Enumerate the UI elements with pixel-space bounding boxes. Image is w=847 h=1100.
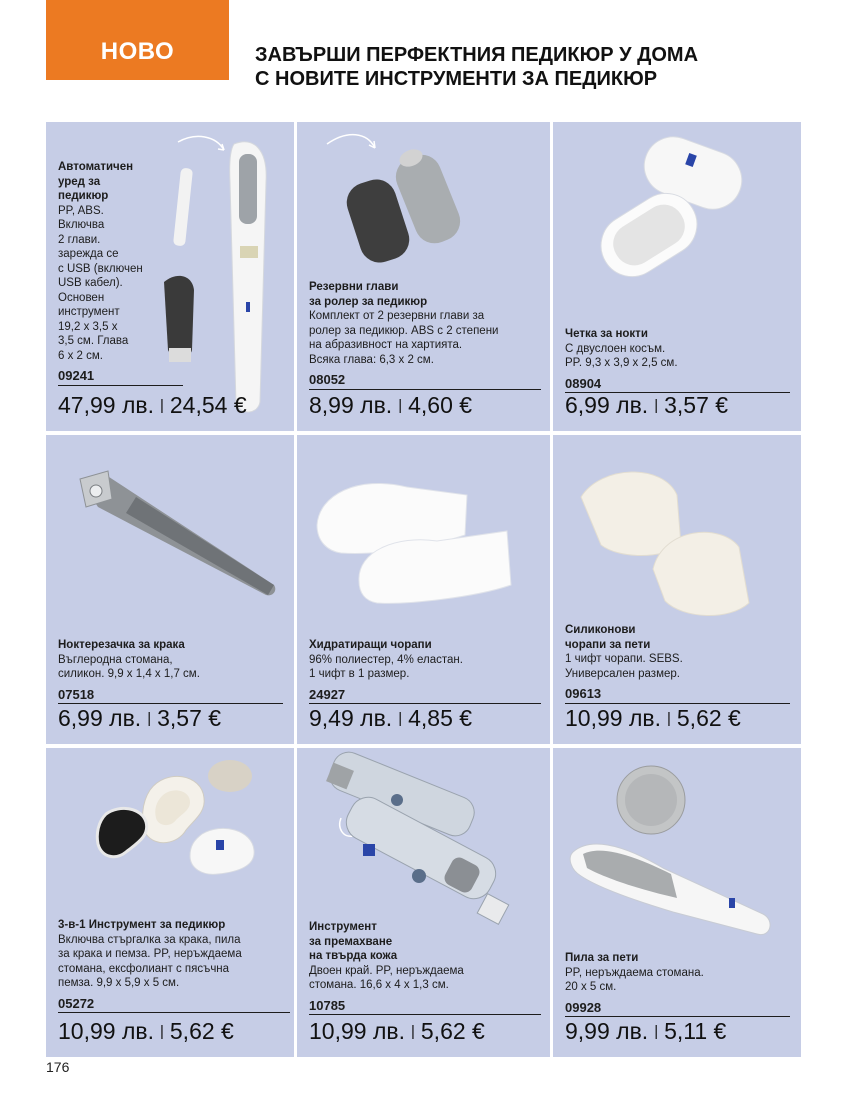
product-desc-line: ролер за педикюр. ABS с 2 степени	[309, 324, 499, 337]
price-bgn: 9,99 лв.	[565, 1018, 649, 1044]
price-bgn: 6,99 лв.	[58, 705, 142, 731]
headline-line-2: С НОВИТЕ ИНСТРУМЕНТИ ЗА ПЕДИКЮР	[255, 68, 658, 90]
product-name-line: за ролер за педикюр	[309, 295, 428, 308]
product-name-line: Резервни глави	[309, 281, 399, 293]
product-desc-line: на абразивност на хартията.	[309, 339, 463, 351]
price-eur: 5,62 €	[676, 705, 741, 731]
product-name-line: Инструмент	[309, 921, 377, 933]
product-desc-line: Универсален размер.	[565, 667, 680, 680]
product-name-line: уред за	[58, 175, 101, 188]
product-text-09241	[58, 160, 183, 386]
product-desc-line: Комплект от 2 резервни глави за	[309, 310, 485, 322]
product-price: 10,99 лв. | 5,62 €	[309, 1018, 485, 1044]
product-desc-line: 19,2 x 3,5 x	[58, 320, 118, 333]
product-price: 6,99 лв. | 3,57 €	[58, 705, 222, 731]
product-name-line: Автоматичен	[58, 161, 134, 173]
product-text-07518	[58, 638, 283, 704]
product-price: 47,99 лв. | 24,54 €	[58, 392, 247, 418]
product-name-line: Четка за нокти	[565, 328, 648, 340]
product-card-08052	[297, 122, 550, 431]
product-desc-line: пемза. 9,9 x 5,9 x 5 см.	[58, 977, 180, 989]
price-eur: 4,85 €	[408, 705, 473, 731]
product-desc-line: С двуслоен косъм.	[565, 342, 666, 355]
price-bgn: 8,99 лв.	[309, 392, 393, 418]
product-price: 8,99 лв. | 4,60 €	[309, 392, 473, 418]
product-desc-line: Включва стъргалка за крака, пила	[58, 933, 241, 946]
page-headline	[255, 43, 698, 91]
product-name-line: чорапи за пети	[565, 638, 651, 651]
product-price: 6,99 лв. | 3,57 €	[565, 392, 729, 418]
product-code: 10785	[309, 999, 541, 1016]
product-name-line: педикюр	[58, 190, 109, 202]
product-desc-line: Двоен край. PP, неръждаема	[309, 964, 464, 977]
product-desc-line: с USB (включен	[58, 262, 143, 275]
product-card-05272	[46, 748, 294, 1057]
product-price: 10,99 лв. | 5,62 €	[565, 705, 741, 731]
price-bgn: 10,99 лв.	[58, 1018, 154, 1044]
product-text-09613	[565, 623, 790, 704]
product-text-24927	[309, 638, 541, 704]
price-eur: 24,54 €	[169, 392, 247, 418]
price-bgn: 6,99 лв.	[565, 392, 649, 418]
product-desc-line: силикон. 9,9 x 1,4 x 1,7 см.	[58, 668, 200, 680]
product-code: 07518	[58, 688, 283, 705]
product-text-08052	[309, 280, 541, 390]
product-text-10785	[309, 920, 541, 1015]
product-code: 05272	[58, 997, 290, 1014]
new-badge: НОВО	[46, 0, 229, 80]
product-desc-line: зареждa се	[58, 248, 119, 260]
product-code: 09613	[565, 687, 790, 704]
product-card-10785	[297, 748, 550, 1057]
price-bgn: 47,99 лв.	[58, 392, 154, 418]
price-eur: 5,11 €	[664, 1018, 727, 1044]
price-eur: 3,57 €	[157, 705, 222, 731]
product-code: 24927	[309, 688, 541, 705]
product-name-line: 3-в-1 Инструмент за педикюр	[58, 919, 226, 931]
product-grid	[46, 122, 801, 1056]
product-price: 10,99 лв. | 5,62 €	[58, 1018, 234, 1044]
product-desc-line: 20 x 5 см.	[565, 981, 617, 993]
product-card-07518	[46, 435, 294, 744]
product-desc-line: PP, неръждаема стомана.	[565, 966, 704, 979]
product-desc-line: Включва	[58, 219, 105, 231]
product-desc-line: 6 x 2 см.	[58, 349, 103, 362]
product-card-09928	[553, 748, 801, 1057]
product-card-24927	[297, 435, 550, 744]
product-card-08904	[553, 122, 801, 431]
product-desc-line: USB кабел).	[58, 277, 123, 289]
product-desc-line: 96% полиестер, 4% еластан.	[309, 653, 463, 666]
product-desc-line: PP, ABS.	[58, 204, 104, 217]
product-text-05272	[58, 918, 290, 1013]
price-bgn: 9,49 лв.	[309, 705, 393, 731]
price-eur: 4,60 €	[408, 392, 473, 418]
product-desc-line: Всяка глава: 6,3 x 2 см.	[309, 353, 434, 366]
product-text-09928	[565, 951, 790, 1017]
product-desc-line: 1 чифт в 1 размер.	[309, 668, 410, 680]
product-card-09613	[553, 435, 801, 744]
product-name-line: Ноктерезачка за крака	[58, 639, 185, 651]
product-name-line: Пила за пети	[565, 952, 639, 964]
product-name-line: Хидратиращи чорапи	[309, 639, 432, 651]
product-desc-line: 2 глави.	[58, 233, 101, 246]
price-bgn: 10,99 лв.	[565, 705, 661, 731]
product-desc-line: Основен	[58, 291, 105, 304]
price-eur: 5,62 €	[169, 1018, 234, 1044]
product-desc-line: за крака и пемза. PP, неръждаема	[58, 948, 242, 960]
product-desc-line: Въглеродна стомана,	[58, 653, 173, 666]
product-price: 9,49 лв. | 4,85 €	[309, 705, 473, 731]
price-eur: 5,62 €	[420, 1018, 485, 1044]
product-code: 08052	[309, 373, 541, 390]
product-desc-line: стомана. 16,6 x 4 x 1,3 см.	[309, 979, 449, 991]
product-code: 08904	[565, 377, 790, 394]
product-card-09241	[46, 122, 294, 431]
product-code: 09928	[565, 1001, 790, 1018]
product-desc-line: 1 чифт чорапи. SEBS.	[565, 653, 683, 665]
product-desc-line: стомана, ексфолиант с пясъчна	[58, 962, 230, 975]
product-desc-line: 3,5 см. Глава	[58, 335, 129, 347]
price-eur: 3,57 €	[664, 392, 729, 418]
product-desc-line: PP. 9,3 x 3,9 x 2,5 см.	[565, 357, 678, 369]
product-name-line: за премахване	[309, 935, 393, 948]
product-code: 09241	[58, 369, 183, 386]
product-name-line: Силиконови	[565, 624, 636, 636]
product-desc-line: инструмент	[58, 306, 120, 318]
product-text-08904	[565, 327, 790, 393]
product-price: 9,99 лв. | 5,11 €	[565, 1018, 727, 1044]
page-number: 176	[46, 1059, 70, 1075]
headline-line-1: ЗАВЪРШИ ПЕРФЕКТНИЯ ПЕДИКЮР У ДОМА	[255, 44, 699, 66]
price-bgn: 10,99 лв.	[309, 1018, 405, 1044]
product-name-line: на твърда кожа	[309, 950, 398, 962]
